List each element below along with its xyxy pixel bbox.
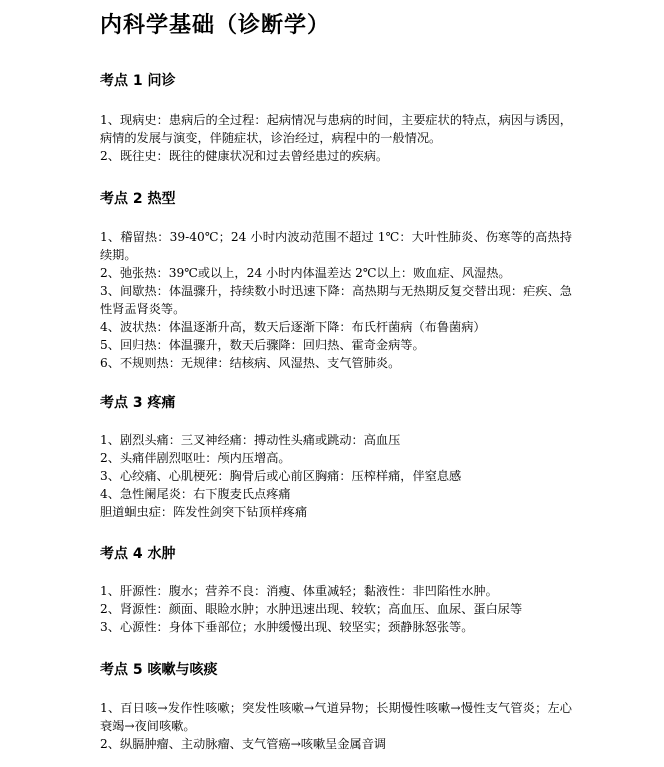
section-heading-1: 考点 1 问诊 bbox=[100, 73, 176, 89]
section-body-5 bbox=[100, 699, 572, 753]
list-item: 2、既往史：既往的健康状况和过去曾经患过的疾病。 bbox=[100, 149, 389, 163]
list-item: 1、肝源性：腹水；营养不良：消瘦、体重减轻；黏液性：非凹陷性水肿。 bbox=[100, 584, 498, 598]
list-item: 2、纵膈肿瘤、主动脉瘤、支气管癌→咳嗽呈金属音调 bbox=[100, 737, 387, 751]
list-item: 3、心绞痛、心肌梗死：胸骨后或心前区胸痛：压榨样痛，伴窒息感 bbox=[100, 469, 462, 483]
list-item: 5、回归热：体温骤升，数天后骤降：回归热、霍奇金病等。 bbox=[100, 338, 425, 352]
list-item: 1、现病史：患病后的全过程：起病情况与患病的时间，主要症状的特点，病因与诱因，病情的发展与演变，伴随症状，诊治经过，病程中的一般情况。 bbox=[100, 113, 572, 145]
section-body-2 bbox=[100, 228, 572, 372]
section-heading-2: 考点 2 热型 bbox=[100, 191, 176, 207]
list-item: 3、间歇热：体温骤升，持续数小时迅速下降：高热期与无热期反复交替出现：疟疾、急性肾盂肾炎等。 bbox=[100, 284, 572, 316]
section-body-3 bbox=[100, 431, 572, 521]
section-body-1 bbox=[100, 111, 572, 165]
section-heading-3: 考点 3 疼痛 bbox=[100, 395, 176, 411]
list-item: 6、不规则热：无规律：结核病、风湿热、支气管肺炎。 bbox=[100, 356, 401, 370]
section-body-4 bbox=[100, 582, 572, 636]
list-item: 3、心源性：身体下垂部位；水肿缓慢出现、较坚实；颈静脉怒张等。 bbox=[100, 620, 474, 634]
list-item: 2、肾源性：颜面、眼睑水肿；水肿迅速出现、较软；高血压、血尿、蛋白尿等 bbox=[100, 602, 523, 616]
list-item: 2、弛张热：39℃或以上，24 小时内体温差达 2℃以上：败血症、风湿热。 bbox=[100, 266, 511, 280]
list-item: 1、剧烈头痛：三叉神经痛：搏动性头痛或跳动：高血压 bbox=[100, 433, 401, 447]
page-title: 内科学基础（诊断学） bbox=[100, 13, 331, 38]
list-item: 2、头痛伴剧烈呕吐：颅内压增高。 bbox=[100, 451, 291, 465]
list-item: 1、百日咳→发作性咳嗽；突发性咳嗽→气道异物；长期慢性咳嗽→慢性支气管炎；左心衰竭→夜间咳嗽。 bbox=[100, 701, 572, 733]
list-item: 4、急性阑尾炎：右下腹麦氏点疼痛 bbox=[100, 487, 291, 501]
section-heading-4: 考点 4 水肿 bbox=[100, 546, 176, 562]
list-item: 1、稽留热：39-40℃；24 小时内波动范围不超过 1℃：大叶性肺炎、伤寒等的高热持续期。 bbox=[100, 230, 572, 262]
section-heading-5: 考点 5 咳嗽与咳痰 bbox=[100, 662, 218, 678]
list-item: 4、波状热：体温逐渐升高，数天后逐渐下降：布氏杆菌病（布鲁菌病） bbox=[100, 320, 486, 334]
list-item: 胆道蛔虫症：阵发性剑突下钻顶样疼痛 bbox=[100, 505, 308, 519]
